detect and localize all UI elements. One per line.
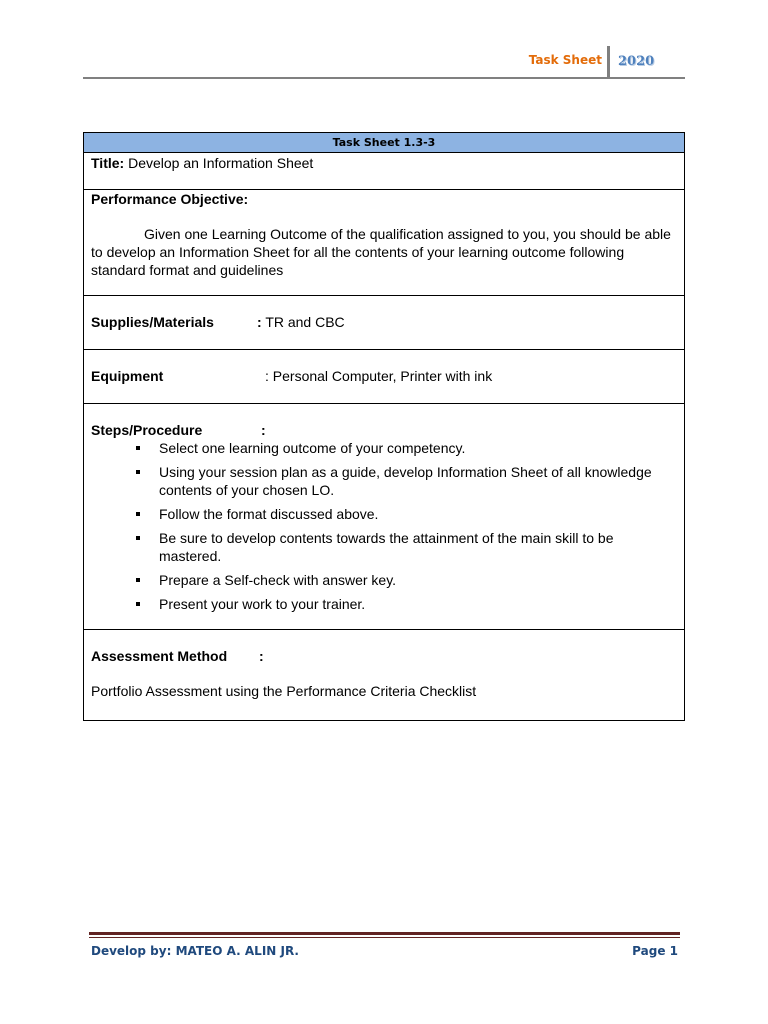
footer-author: Develop by: MATEO A. ALIN JR.: [91, 944, 299, 958]
step-text: Prepare a Self-check with answer key.: [159, 572, 397, 588]
steps-procedure-label: Steps/Procedure: [91, 422, 203, 438]
list-item: [159, 595, 677, 613]
header-separator: [607, 46, 610, 79]
bullet-icon: [136, 578, 140, 582]
bullet-icon: [136, 512, 140, 516]
steps-list: [91, 439, 677, 613]
steps-procedure-row: [84, 404, 684, 630]
task-sheet-table: [83, 132, 685, 721]
list-item: [159, 505, 677, 523]
step-text: Present your work to your trainer.: [159, 596, 366, 612]
assessment-method-label: Assessment Method: [91, 648, 228, 664]
title-label: Title:: [91, 155, 125, 171]
footer-page-number: Page 1: [632, 944, 678, 958]
assessment-method-colon: :: [259, 648, 264, 664]
title-value: Develop an Information Sheet: [128, 155, 314, 171]
equipment-label: Equipment: [91, 368, 164, 384]
bullet-icon: [136, 470, 140, 474]
supplies-label: Supplies/Materials: [91, 314, 214, 330]
equipment-value: Personal Computer, Printer with ink: [272, 368, 493, 384]
bullet-icon: [136, 446, 140, 450]
step-text: Follow the format discussed above.: [159, 506, 379, 522]
supplies-value: TR and CBC: [265, 314, 345, 330]
supplies-row: [84, 296, 684, 350]
assessment-method-row: [84, 630, 684, 720]
step-text: Using your session plan as a guide, develop Information Sheet of all knowledge contents of your chosen LO.: [159, 464, 652, 498]
steps-procedure-colon: :: [261, 422, 266, 438]
performance-objective-label: Performance Objective:: [91, 191, 249, 207]
step-text: Select one learning outcome of your competency.: [159, 440, 466, 456]
list-item: [159, 439, 677, 457]
header-rule: [83, 77, 685, 79]
footer-rule-thin: [89, 937, 680, 938]
header-label: Task Sheet: [528, 53, 602, 67]
equipment-row: [84, 350, 684, 404]
list-item: [159, 463, 677, 499]
task-sheet-heading: Task Sheet 1.3-3: [84, 133, 684, 153]
bullet-icon: [136, 602, 140, 606]
title-row: [84, 153, 684, 190]
list-item: [159, 529, 677, 565]
supplies-colon: :: [257, 314, 262, 330]
equipment-colon: :: [265, 368, 269, 384]
assessment-method-value: Portfolio Assessment using the Performance Criteria Checklist: [91, 683, 477, 699]
performance-objective-text: Given one Learning Outcome of the qualification assigned to you, you should be able to develop an Information Sheet for all the contents of your learning outcome following standard format and guidelines: [91, 226, 671, 278]
header-year: 2020: [618, 54, 655, 69]
footer-rule-thick: [89, 932, 680, 935]
performance-objective-row: [84, 190, 684, 296]
bullet-icon: [136, 536, 140, 540]
step-text: Be sure to develop contents towards the attainment of the main skill to be mastered.: [159, 530, 614, 564]
list-item: [159, 571, 677, 589]
